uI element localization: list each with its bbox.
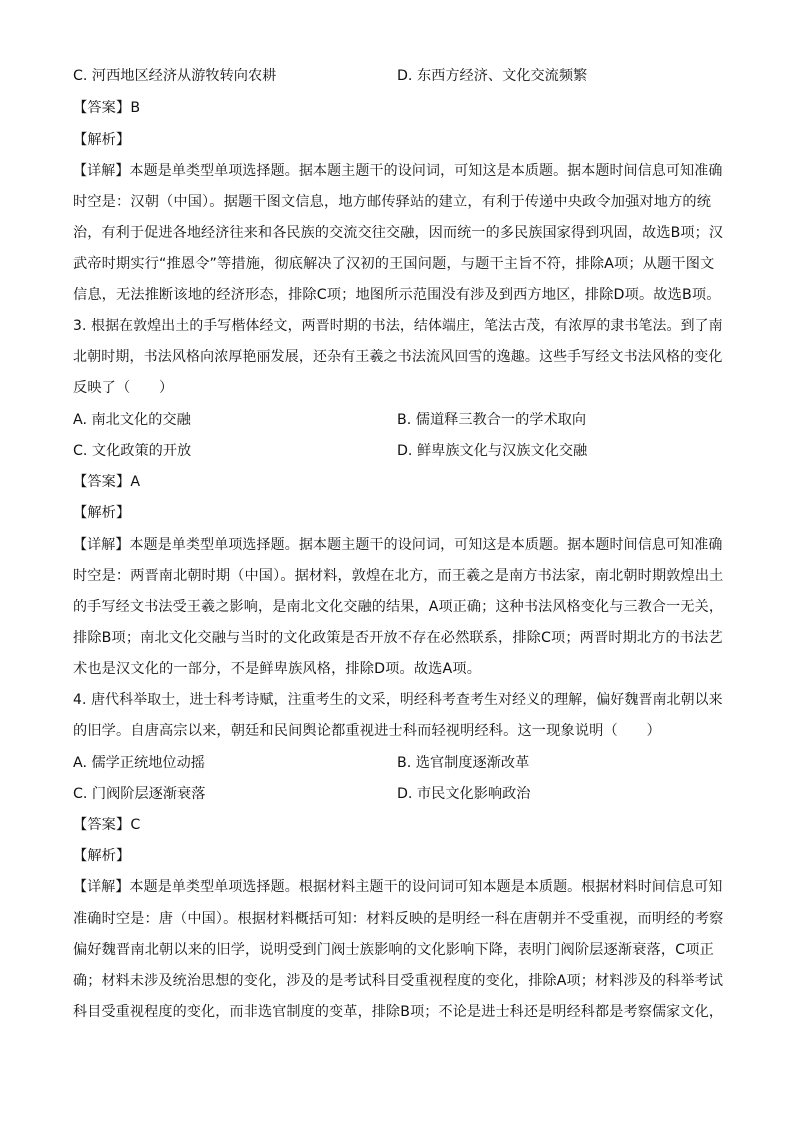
q4-detail-line: 偏好魏晋南北朝以来的旧学，说明受到门阀士族影响的文化影响下降，表明门阀阶层逐渐衰落，C项正 [73, 942, 714, 958]
q4-detail-line: 科目受重视程度的变化，而非选官制度的变革，排除B项；不论是进士科还是明经科都是考察儒家文化， [73, 1004, 724, 1020]
q3-option-d: D. 鲜卑族文化与汉族文化交融 [397, 443, 588, 459]
q3-option-b: B. 儒道释三教合一的学术取向 [397, 412, 587, 428]
q3-answer: 【答案】A [73, 474, 141, 490]
q4-detail-line: 【详解】本题是单类型单项选择题。根据材料主题干的设问词可知本题是本质题。根据材料时间信息可知 [73, 879, 723, 895]
q2-detail-line: 武帝时期实行“推恩令”等措施，彻底解决了汉初的王国问题，与题干主旨不符，排除A项；从题干图文 [73, 256, 715, 272]
q4-detail-line: 确；材料未涉及统治思想的变化，涉及的是考试科目受重视程度的变化，排除A项；材料涉及的科举考试 [73, 973, 724, 989]
q4-analysis-label: 【解析】 [73, 848, 131, 864]
q2-option-d: D. 东西方经济、文化交流频繁 [397, 68, 588, 84]
q2-option-c: C. 河西地区经济从游牧转向农耕 [73, 68, 277, 84]
q3-detail-line: 的手写经文书法受王羲之影响，是南北文化交融的结果，A项正确；这种书法风格变化与三教合一无关， [73, 599, 724, 615]
q4-detail-line: 准确时空是：唐（中国）。根据材料概括可知：材料反映的是明经一科在唐朝并不受重视，而明经的考察 [73, 911, 724, 927]
q3-stem-line: 3. 根据在敦煌出土的手写楷体经文，两晋时期的书法，结体端庄，笔法古茂，有浓厚的隶书笔法。到了南 [73, 318, 723, 334]
q2-detail-line: 治，有利于促进各地经济往来和各民族的交流交往交融，因而统一的多民族国家得到巩固，故选B项；汉 [73, 225, 724, 241]
q3-detail-line: 术也是汉文化的一部分，不是鲜卑族风格，排除D项。故选A项。 [73, 661, 482, 677]
q3-stem-line: 北朝时期，书法风格向浓厚艳丽发展，还杂有王羲之书法流风回雪的逸趣。这些手写经文书法风格的变化 [73, 349, 723, 365]
q4-stem-line: 的旧学。自唐高宗以来，朝廷和民间舆论都重视进士科而轻视明经科。这一现象说明（ ） [73, 723, 661, 739]
q3-option-c: C. 文化政策的开放 [73, 443, 192, 459]
q3-detail-line: 时空是：两晋南北朝时期（中国）。据材料，敦煌在北方，而王羲之是南方书法家，南北朝时期敦煌出土 [73, 568, 724, 584]
q2-detail-line: 【详解】本题是单类型单项选择题。据本题主题干的设问词，可知这是本质题。据本题时间信息可知准确 [73, 163, 723, 179]
q3-option-a: A. 南北文化的交融 [73, 412, 191, 428]
q2-detail-line: 信息，无法推断该地的经济形态，排除C项；地图所示范围没有涉及到西方地区，排除D项。故选B项。 [73, 287, 721, 303]
q2-analysis-label: 【解析】 [73, 132, 131, 148]
q3-stem-line: 反映了（ ） [73, 380, 174, 396]
q4-option-c: C. 门阀阶层逐渐衰落 [73, 786, 206, 802]
q4-option-d: D. 市民文化影响政治 [397, 786, 531, 802]
q4-answer: 【答案】C [73, 817, 141, 833]
q4-option-b: B. 选官制度逐渐改革 [397, 755, 530, 771]
q4-option-a: A. 儒学正统地位动摇 [73, 755, 205, 771]
q4-stem-line: 4. 唐代科举取士，进士科考诗赋，注重考生的文采，明经科考查考生对经义的理解，偏好魏晋南北朝以来 [73, 692, 723, 708]
q2-detail-line: 时空是：汉朝（中国）。据题干图文信息，地方邮传驿站的建立，有利于传递中央政令加强对地方的统 [73, 194, 712, 210]
q3-detail-line: 排除B项；南北文化交融与当时的文化政策是否开放不存在必然联系，排除C项；两晋时期北方的书法艺 [73, 630, 723, 646]
q3-detail-line: 【详解】本题是单类型单项选择题。据本题主题干的设问词，可知这是本质题。据本题时间信息可知准确 [73, 537, 723, 553]
q3-analysis-label: 【解析】 [73, 505, 131, 521]
q2-answer: 【答案】B [73, 100, 141, 116]
